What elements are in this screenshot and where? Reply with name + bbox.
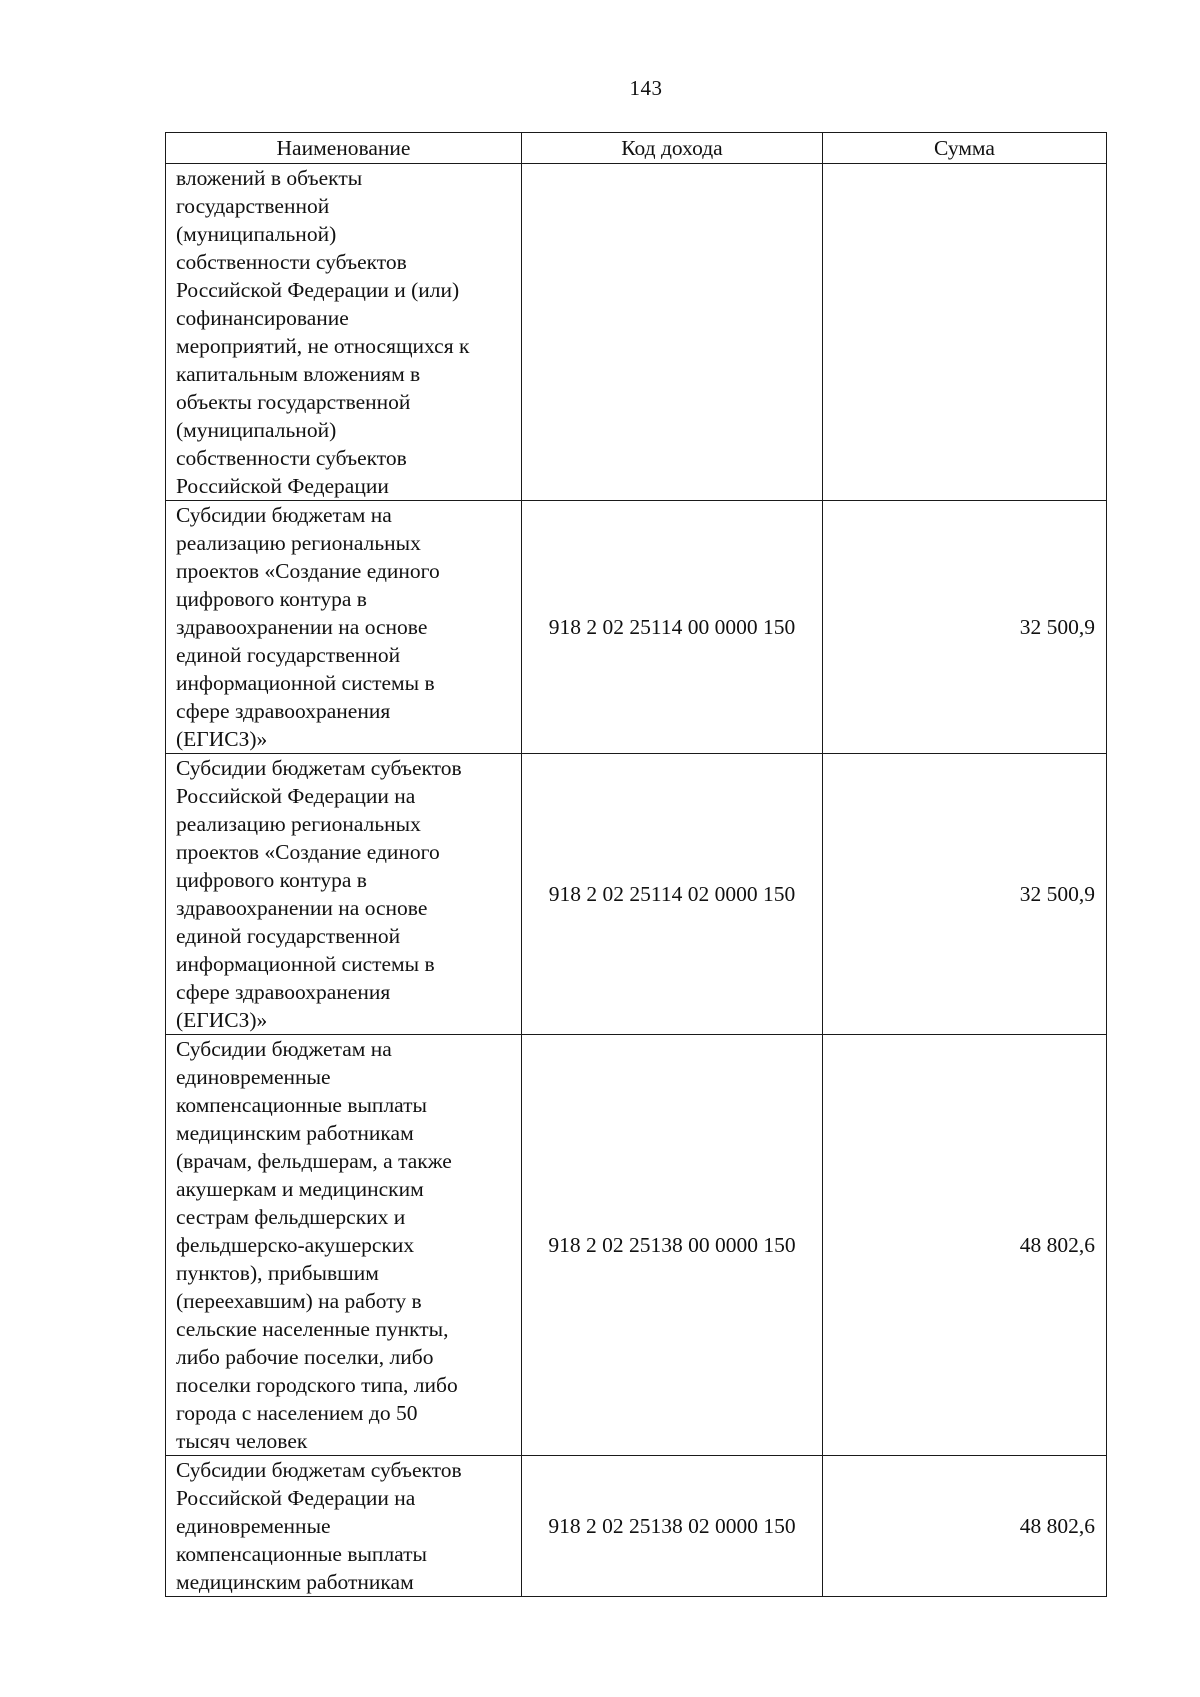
table-body [166, 164, 1107, 1597]
page-number: 143 [629, 76, 663, 100]
row-code [522, 164, 823, 501]
row-code: 918 2 02 25114 00 0000 150 [522, 501, 823, 754]
table-row [166, 1035, 1107, 1456]
table-header [166, 133, 1107, 164]
table-row [166, 164, 1107, 501]
row-name: Субсидии бюджетам субъектов Российской Федерации на реализацию региональных проектов «Создание единого цифрового контура в здравоохранении на основе единой государственной информационной системы в сфере здравоохранения (ЕГИСЗ)» [166, 754, 522, 1035]
row-name: вложений в объекты государственной (муниципальной) собственности субъектов Российской Федерации и (или) софинансирование мероприятий, не относящихся к капитальным вложениям в объекты государственной (муниципальной) собственности субъектов Российской Федерации [166, 164, 522, 501]
header-code: Код дохода [522, 133, 823, 164]
row-name: Субсидии бюджетам на реализацию региональных проектов «Создание единого цифрового контура в здравоохранении на основе единой государственной информационной системы в сфере здравоохранения (ЕГИСЗ)» [166, 501, 522, 754]
row-code: 918 2 02 25138 02 0000 150 [522, 1456, 823, 1597]
header-name: Наименование [166, 133, 522, 164]
table-row [166, 754, 1107, 1035]
table-row [166, 1456, 1107, 1597]
row-sum: 48 802,6 [823, 1456, 1107, 1597]
row-sum: 32 500,9 [823, 501, 1107, 754]
row-sum [823, 164, 1107, 501]
income-table [165, 132, 1107, 1597]
row-sum: 48 802,6 [823, 1035, 1107, 1456]
row-name: Субсидии бюджетам на единовременные компенсационные выплаты медицинским работникам (врачам, фельдшерам, а также акушеркам и медицинским сестрам фельдшерских и фельдшерско-акушерских пунктов), прибывшим (переехавшим) на работу в сельские населенные пункты, либо рабочие поселки, либо поселки городского типа, либо города с населением до 50 тысяч человек [166, 1035, 522, 1456]
row-name: Субсидии бюджетам субъектов Российской Федерации на единовременные компенсационные выплаты медицинским работникам [166, 1456, 522, 1597]
row-code: 918 2 02 25114 02 0000 150 [522, 754, 823, 1035]
header-sum: Сумма [823, 133, 1107, 164]
table-row [166, 501, 1107, 754]
row-code: 918 2 02 25138 00 0000 150 [522, 1035, 823, 1456]
row-sum: 32 500,9 [823, 754, 1107, 1035]
header-row [166, 133, 1107, 164]
